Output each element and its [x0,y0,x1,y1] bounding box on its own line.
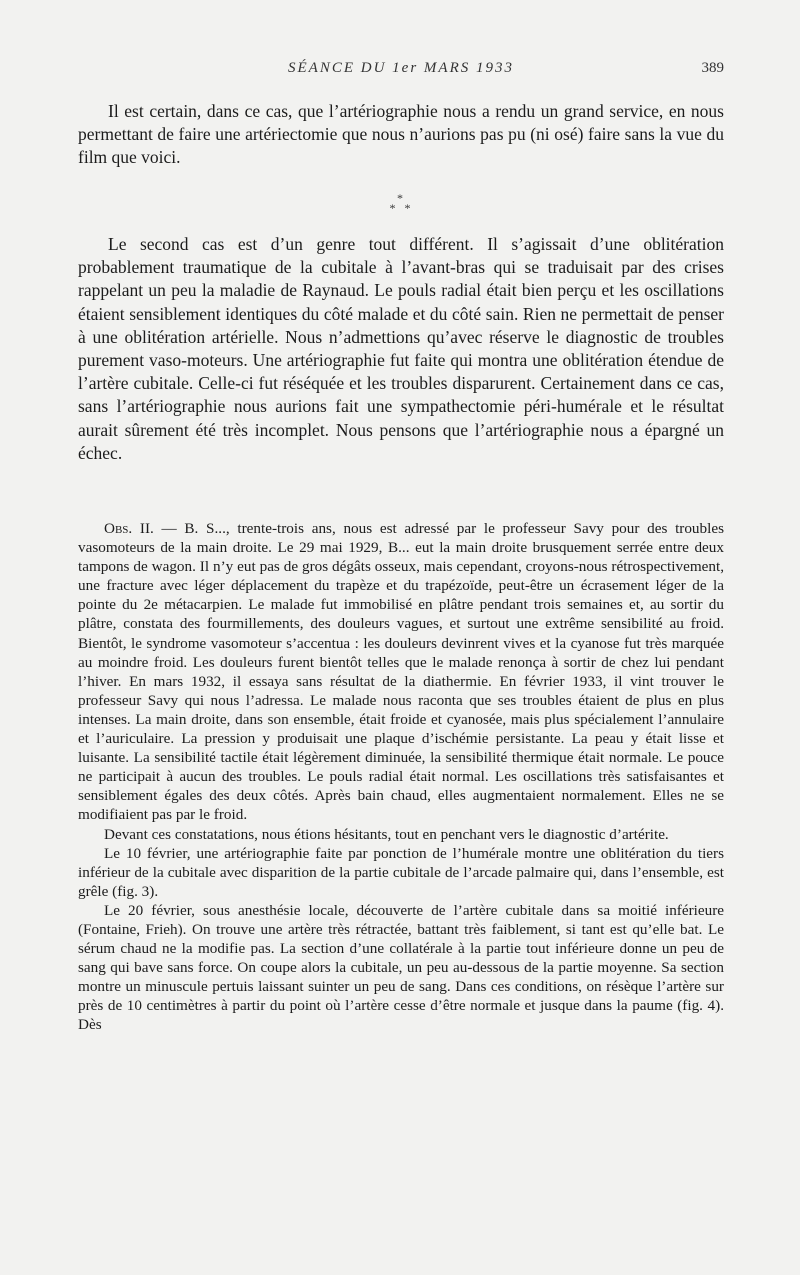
running-head: SÉANCE DU 1er MARS 1933 [288,60,514,76]
page-header [78,60,724,84]
paragraph-2: Le second cas est d’un genre tout différent. Il s’agissait d’une oblitération probablement traumatique de la cubitale à l’avant-bras qui se traduisait par des crises rappelant un peu la maladie de Raynaud. Le pouls radial était bien perçu et les oscillations étaient sensiblement identiques du côté malade et du côté sain. Rien ne permettait de penser à une oblitération artérielle. Nous n’admettions qu’avec réserve le diagnostic de troubles purement vaso-moteurs. Une artériographie fut faite qui montra une oblitération étendue de l’artère cubitale. Celle-ci fut réséquée et les troubles disparurent. Certainement dans ce cas, sans l’artériographie nous aurions fait une sympathectomie péri-humérale et le résultat aurait sûrement été très incomplet. Nous pensons que l’artériographie nous a épargné un échec. [78,234,724,463]
observation-label: Obs. II. [104,520,154,537]
asterism-separator: * * * [389,191,411,215]
observation-paragraph-2: Devant ces constatations, nous étions hésitants, tout en penchant vers le diagnostic d’artérite. [104,825,669,843]
observation-block [78,519,724,1035]
observation-paragraph-4: Le 20 février, sous anesthésie locale, découverte de l’artère cubitale dans sa moitié inférieure (Fontaine, Frieh). On trouve une artère très rétractée, battant très faiblement, si tant est qu’elle bat. Le sérum chaud ne la modifie pas. La section d’une collatérale à la partie tout inférieure donne un peu de sang qui bave sans force. On coupe alors la cubitale, un peu au-dessous de la partie moyenne. Sa section montre un minuscule pertuis laissant suinter un peu de sang. Dans ces conditions, on résèque l’artère sur près de 10 centimètres à partir du point où l’artère cesse d’être normale et jusque dans la paume (fig. 4). Dès [78,901,724,1034]
paragraph-1: Il est certain, dans ce cas, que l’artériographie nous a rendu un grand service, en nous permettant de faire une artériectomie que nous n’aurions pas pu (ni osé) faire sans la vue du film que voici. [78,101,724,168]
page-number: 389 [701,60,724,76]
observation-text-1: — B. S..., trente-trois ans, nous est adressé par le professeur Savy pour des troubles vasomoteurs de la main droite. Le 29 mai 1929, B... eut la main droite brusquement serrée entre deux tampons de wagon. Il n’y eut pas de gros dégâts osseux, mais cependant, croyons-nous rétrospectivement, une fracture avec léger déplacement du trapèze et du trapézoïde, peut-être un écrasement léger de la pointe du 2e métacarpien. Le malade fut immobilisé en plâtre pendant trois semaines et, au sortir du plâtre, constata des fourmillements, des douleurs vagues, et surtout une extrême sensibilité au froid. Bientôt, le syndrome vasomoteur s’accentua : les douleurs devinrent vives et la cyanose fut très marquée au moindre froid. Les douleurs furent bientôt telles que le malade renonça à sortir de chez lui pendant l’hiver. En mars 1932, il essaya sans résultat de la diathermie. En février 1933, il vint trouver le professeur Savy qui nous l’adressa. Le malade nous raconta que ses troubles étaient de plus en plus intenses. La main droite, dans son ensemble, était froide et cyanosée, mais plus spécialement l’annulaire et l’auriculaire. La pression y produisait une plaque d’ischémie persistante. La peau y était lisse et luisante. La sensibilité tactile était légèrement diminuée, la sensibilité thermique était normale. Le pouce ne participait à aucun des troubles. Le pouls radial était normal. Les oscillations très satisfaisantes et sensiblement égales des deux côtés. Après bain chaud, elles augmentaient normalement. Elles ne se modifiaient pas par le froid. [78,520,724,824]
observation-paragraph-3: Le 10 février, une artériographie faite par ponction de l’humérale montre une oblitération du tiers inférieur de la cubitale avec disparition de la partie cubitale de l’arcade palmaire qui, dans l’ensemble, est grêle (fig. 3). [78,844,724,900]
observation-paragraph-1 [78,519,724,825]
